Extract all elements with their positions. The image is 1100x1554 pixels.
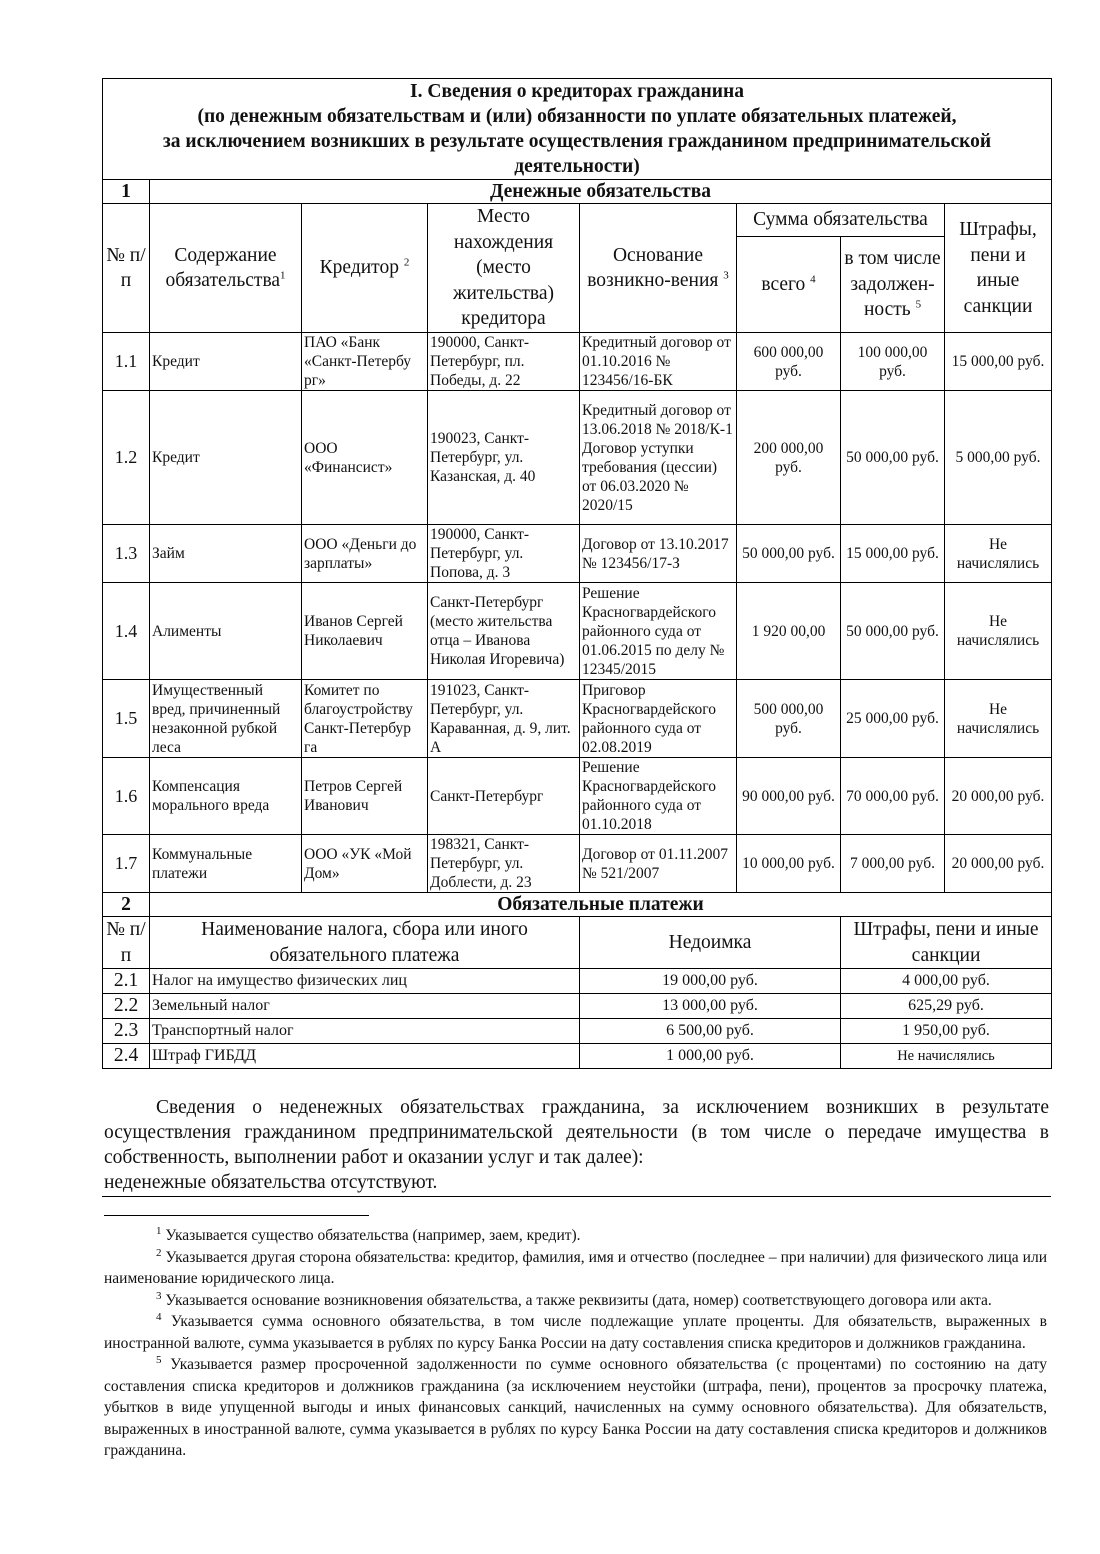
footnote-4 <box>104 1311 1047 1354</box>
row-debt: 7 000,00 руб. <box>841 835 945 893</box>
footnote-ref-2: 2 <box>403 256 410 269</box>
header-sum-group: Сумма обязательства <box>737 204 945 237</box>
tax-row-fines: 625,29 руб. <box>841 994 1052 1019</box>
section2-number: 2 <box>103 893 150 917</box>
row-location: Санкт-Петербург (место жительства отца – Иванова Николая Игоревича) <box>428 583 580 680</box>
tax-header-fines: Штрафы, пени и иные санкции <box>841 917 1052 969</box>
title-line-4: деятельности) <box>514 156 640 177</box>
footnote-ref-5: 5 <box>915 298 922 311</box>
row-location: 190000, Санкт-Петербург, пл. Победы, д. 22 <box>428 333 580 391</box>
footnote-text: Указывается основание возникновения обязательства, а также реквизиты (дата, номер) соответствующего договора или акта. <box>165 1291 992 1309</box>
tax-row-number: 2.2 <box>103 994 150 1019</box>
row-location: 190023, Санкт-Петербург, ул. Казанская, д. 40 <box>428 391 580 525</box>
footnote-mark: 2 <box>156 1246 162 1259</box>
table-row <box>103 1044 1052 1069</box>
row-location: Санкт-Петербург <box>428 758 580 835</box>
row-creditor: ООО «Деньги до зарплаты» <box>302 525 428 583</box>
tax-header-arrears: Недоимка <box>580 917 841 969</box>
row-number: 1.2 <box>103 391 150 525</box>
row-debt: 25 000,00 руб. <box>841 680 945 758</box>
tax-row-name: Транспортный налог <box>150 1019 580 1044</box>
row-content: Кредит <box>150 391 302 525</box>
footnote-ref-1: 1 <box>280 269 286 282</box>
tax-row-fines: Не начислялись <box>841 1044 1052 1069</box>
footnote-text: Указывается другая сторона обязательства: кредитор, фамилия, имя и отчество (последнее – при наличии) для физического лица или наименование юридического лица. <box>104 1248 1048 1287</box>
row-content: Кредит <box>150 333 302 391</box>
row-total: 10 000,00 руб. <box>737 835 841 893</box>
row-creditor: Комитет по благоустройству Санкт-Петербур га <box>302 680 428 758</box>
header-fines: Штрафы, пени и иные санкции <box>945 204 1052 333</box>
footnote-text: Указывается существо обязательства (например, заем, кредит). <box>165 1227 581 1244</box>
footnote-5 <box>104 1354 1047 1462</box>
tax-row-arrears: 1 000,00 руб. <box>580 1044 841 1069</box>
title-line-3: за исключением возникших в результате осуществления гражданином предпринимательской <box>162 131 992 152</box>
row-basis: Договор от 13.10.2017 № 123456/17-З <box>580 525 737 583</box>
row-creditor: ПАО «Банк «Санкт-Петербу рг» <box>302 333 428 391</box>
header-basis <box>580 204 737 333</box>
tax-row-name: Штраф ГИБДД <box>150 1044 580 1069</box>
table-row <box>103 583 1052 680</box>
section1-heading: Денежные обязательства <box>150 180 1052 204</box>
row-fines: Не начислялись <box>945 680 1052 758</box>
header-debt <box>841 236 945 332</box>
row-content: Коммунальные платежи <box>150 835 302 893</box>
row-fines: 5 000,00 руб. <box>945 391 1052 525</box>
footnote-3 <box>104 1290 1047 1312</box>
footnote-mark: 3 <box>156 1289 162 1302</box>
row-number: 1.6 <box>103 758 150 835</box>
row-content: Займ <box>150 525 302 583</box>
tax-row-arrears: 13 000,00 руб. <box>580 994 841 1019</box>
row-fines: Не начислялись <box>945 583 1052 680</box>
row-total: 500 000,00 руб. <box>737 680 841 758</box>
table-row <box>103 1019 1052 1044</box>
non-monetary-section <box>104 1095 1049 1195</box>
row-total: 200 000,00 руб. <box>737 391 841 525</box>
row-basis: Кредитный договор от 01.10.2016 № 123456/16-БК <box>580 333 737 391</box>
header-basis-label: Основание возникно-вения <box>587 244 719 291</box>
table-row <box>103 680 1052 758</box>
footnote-2 <box>104 1247 1047 1290</box>
row-fines: 20 000,00 руб. <box>945 835 1052 893</box>
footnote-mark: 4 <box>156 1310 162 1323</box>
row-location: 191023, Санкт-Петербург, ул. Караванная, д. 9, лит. А <box>428 680 580 758</box>
non-monetary-text: Сведения о неденежных обязательствах гражданина, за исключением возникших в результате осуществления гражданином предпринимательской деятельности (в том числе о передаче имущества в собственность, выполнении работ и оказании услуг и так далее): <box>104 1097 1049 1168</box>
tax-row-fines: 1 950,00 руб. <box>841 1019 1052 1044</box>
tax-row-number: 2.3 <box>103 1019 150 1044</box>
row-basis: Решение Красногвардейского районного суда от 01.06.2015 по делу № 12345/2015 <box>580 583 737 680</box>
header-creditor <box>302 204 428 333</box>
table-row <box>103 994 1052 1019</box>
row-debt: 70 000,00 руб. <box>841 758 945 835</box>
row-creditor: Иванов Сергей Николаевич <box>302 583 428 680</box>
header-num: № п/п <box>103 204 150 333</box>
row-debt: 15 000,00 руб. <box>841 525 945 583</box>
footnote-separator <box>104 1215 369 1216</box>
table-row <box>103 391 1052 525</box>
tax-row-name: Налог на имущество физических лиц <box>150 969 580 994</box>
header-content <box>150 204 302 333</box>
footnotes <box>104 1225 1047 1462</box>
row-debt: 100 000,00 руб. <box>841 333 945 391</box>
row-fines: Не начислялись <box>945 525 1052 583</box>
header-total-label: всего <box>761 273 806 295</box>
footnote-text: Указывается сумма основного обязательства, в том числе подлежащие уплате проценты. Для обязательств, выраженных в иностранной валюте, сумма указывается в рублях по курсу Банка России на дату составления списка кредиторов и должников гражданина. <box>104 1313 1048 1352</box>
tax-header-name: Наименование налога, сбора или иного обязательного платежа <box>150 917 580 969</box>
section2-heading: Обязательные платежи <box>150 893 1052 917</box>
header-debt-label: в том числе задолжен-ность <box>844 248 941 321</box>
row-fines: 20 000,00 руб. <box>945 758 1052 835</box>
row-basis: Договор от 01.11.2007 № 521/2007 <box>580 835 737 893</box>
row-total: 50 000,00 руб. <box>737 525 841 583</box>
row-creditor: ООО «Финансист» <box>302 391 428 525</box>
table-row <box>103 835 1052 893</box>
row-debt: 50 000,00 руб. <box>841 583 945 680</box>
non-monetary-value: неденежные обязательства отсутствуют. <box>104 1172 438 1193</box>
tax-header-num: № п/п <box>103 917 150 969</box>
row-number: 1.5 <box>103 680 150 758</box>
divider <box>102 1196 1051 1197</box>
tax-row-number: 2.4 <box>103 1044 150 1069</box>
row-location: 198321, Санкт-Петербург, ул. Доблести, д. 23 <box>428 835 580 893</box>
row-total: 90 000,00 руб. <box>737 758 841 835</box>
table-row <box>103 525 1052 583</box>
row-basis: Решение Красногвардейского районного суда от 01.10.2018 <box>580 758 737 835</box>
row-number: 1.3 <box>103 525 150 583</box>
tax-row-arrears: 6 500,00 руб. <box>580 1019 841 1044</box>
creditors-table <box>102 78 1052 1069</box>
row-content: Компенсация морального вреда <box>150 758 302 835</box>
header-creditor-label: Кредитор <box>319 257 399 279</box>
header-total <box>737 236 841 332</box>
row-location: 190000, Санкт-Петербург, ул. Попова, д. 3 <box>428 525 580 583</box>
row-fines: 15 000,00 руб. <box>945 333 1052 391</box>
footnote-ref-3: 3 <box>723 269 729 282</box>
table-row <box>103 969 1052 994</box>
row-creditor: Петров Сергей Иванович <box>302 758 428 835</box>
row-number: 1.7 <box>103 835 150 893</box>
title-line-1: I. Сведения о кредиторах гражданина <box>410 81 744 102</box>
header-location: Место нахождения (место жительства) кредитора <box>428 204 580 333</box>
header-content-label: Содержание обязательства <box>165 244 281 291</box>
footnote-ref-4: 4 <box>810 273 816 286</box>
row-total: 600 000,00 руб. <box>737 333 841 391</box>
footnote-text: Указывается размер просроченной задолженности по сумме основного обязательства (с процентами) по состоянию на дату составления списка кредиторов и должников гражданина (за исключением неустойки (штрафа, пени), процентов за просрочку платежа, убытков в виде упущенной выгоды и иных финансовых санкций, начисленных на сумму основного обязательства). Для обязательств, выраженных в иностранной валюте, сумма указывается в рублях по курсу Банка России на дату составления списка кредиторов и должников гражданина. <box>104 1356 1047 1459</box>
tax-row-name: Земельный налог <box>150 994 580 1019</box>
row-total: 1 920 00,00 <box>737 583 841 680</box>
footnote-mark: 1 <box>156 1224 162 1237</box>
table-row <box>103 333 1052 391</box>
tax-row-number: 2.1 <box>103 969 150 994</box>
section1-number: 1 <box>103 180 150 204</box>
footnote-mark: 5 <box>156 1353 162 1366</box>
footnote-1 <box>104 1225 1047 1247</box>
row-basis: Приговор Красногвардейского районного суда от 02.08.2019 <box>580 680 737 758</box>
tax-row-fines: 4 000,00 руб. <box>841 969 1052 994</box>
title-line-2: (по денежным обязательствам и (или) обязанности по уплате обязательных платежей, <box>197 106 957 127</box>
row-number: 1.1 <box>103 333 150 391</box>
tax-row-arrears: 19 000,00 руб. <box>580 969 841 994</box>
row-content: Имущественный вред, причиненный незаконной рубкой леса <box>150 680 302 758</box>
row-debt: 50 000,00 руб. <box>841 391 945 525</box>
table-row <box>103 758 1052 835</box>
row-creditor: ООО «УК «Мой Дом» <box>302 835 428 893</box>
section-title <box>103 79 1052 180</box>
row-basis: Кредитный договор от 13.06.2018 № 2018/К-1 Договор уступки требования (цессии) от 06.03.2020 № 2020/15 <box>580 391 737 525</box>
row-number: 1.4 <box>103 583 150 680</box>
row-content: Алименты <box>150 583 302 680</box>
